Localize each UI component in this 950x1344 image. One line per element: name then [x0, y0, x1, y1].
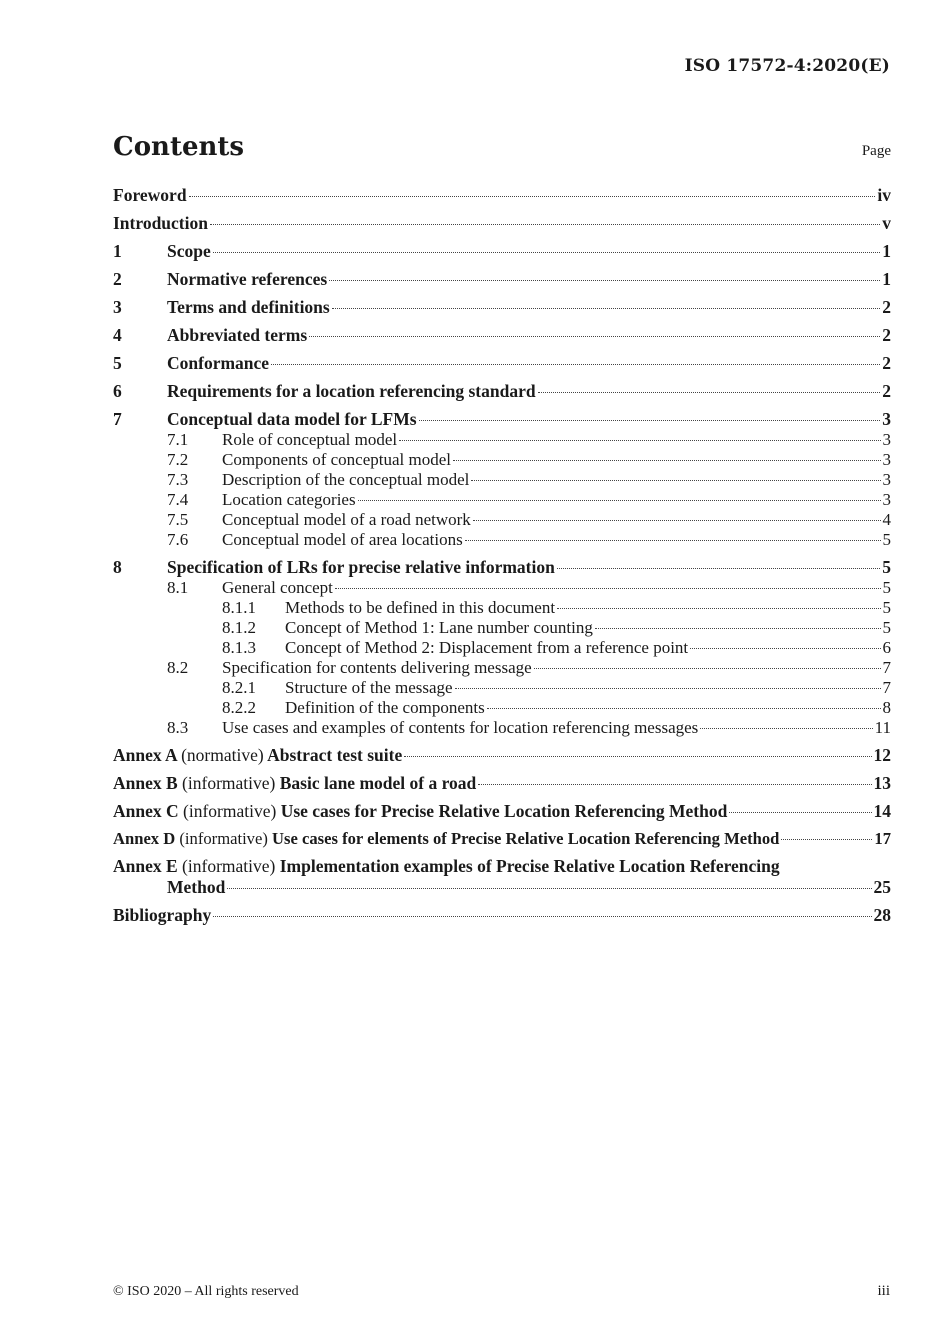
toc-entry-bibliography[interactable]	[113, 905, 891, 926]
toc-page: 6	[882, 638, 891, 657]
toc-page: 2	[882, 297, 891, 317]
toc-entry-annex-d[interactable]	[113, 829, 891, 849]
annex-prefix: Annex D	[113, 829, 176, 848]
toc-entry-8-2[interactable]	[113, 658, 891, 678]
toc-label: Specification for contents delivering message	[222, 658, 532, 677]
annex-kind: (normative)	[181, 745, 264, 765]
toc-entry-8-1-3[interactable]	[113, 638, 891, 658]
toc-number: 7.6	[167, 530, 189, 549]
toc-page: 1	[882, 269, 891, 289]
toc-page: 25	[873, 877, 891, 897]
toc-label: Structure of the message	[285, 678, 453, 697]
annex-title: Basic lane model of a road	[279, 773, 477, 793]
annex-kind: (informative)	[182, 856, 276, 876]
toc-entry-introduction[interactable]	[113, 213, 891, 234]
toc-number: 7	[113, 409, 122, 429]
toc-page: 2	[882, 353, 891, 373]
toc-number: 8.3	[167, 718, 189, 737]
dot-leader	[404, 756, 871, 757]
dot-leader	[309, 336, 880, 337]
dot-leader	[473, 520, 881, 521]
copyright-notice: © ISO 2020 – All rights reserved	[113, 1284, 299, 1299]
toc-entry-7-6[interactable]	[113, 530, 891, 550]
dot-leader	[455, 688, 881, 689]
toc-label: Conceptual data model for LFMs	[167, 409, 417, 429]
dot-leader	[453, 460, 881, 461]
annex-kind: (informative)	[183, 801, 277, 821]
toc-page: v	[882, 213, 891, 233]
toc-label: Conceptual model of a road network	[222, 510, 471, 529]
toc-label: Location categories	[222, 490, 356, 509]
toc-page: 1	[882, 241, 891, 261]
toc-number: 1	[113, 241, 122, 261]
toc-entry-annex-e[interactable]	[113, 856, 891, 898]
toc-label	[113, 745, 402, 766]
dot-leader	[487, 708, 881, 709]
annex-e-line-1	[113, 856, 891, 877]
toc-label: Terms and definitions	[167, 297, 330, 317]
toc-entry-8-3[interactable]	[113, 718, 891, 738]
toc-label: Conformance	[167, 353, 270, 373]
toc-page: 12	[873, 745, 891, 765]
toc-entry-annex-c[interactable]	[113, 801, 891, 822]
toc-page: 2	[882, 325, 891, 345]
dot-leader	[478, 784, 871, 785]
toc-page: 2	[882, 381, 891, 401]
toc-number: 8.2	[167, 658, 189, 677]
toc-number: 7.3	[167, 470, 189, 489]
toc-label: Concept of Method 1: Lane number counting	[285, 618, 593, 637]
toc-number: 8.1.2	[222, 618, 256, 637]
toc-entry-normative-references[interactable]	[113, 269, 891, 290]
dot-leader	[358, 500, 881, 501]
annex-title: Abstract test suite	[267, 745, 403, 765]
page-number: iii	[877, 1283, 890, 1299]
page-column-label: Page	[861, 143, 891, 159]
toc-number: 3	[113, 297, 122, 317]
toc-entry-conformance[interactable]	[113, 353, 891, 374]
toc-number: 8.2.2	[222, 698, 256, 717]
toc-page: 3	[882, 490, 891, 509]
dot-leader	[557, 568, 880, 569]
document-identifier: ISO 17572-4:2020(E)	[684, 56, 890, 76]
toc-page: 28	[873, 905, 891, 925]
annex-title: Implementation examples of Precise Relative Location Referencing	[279, 856, 780, 876]
toc-entry-8-1-2[interactable]	[113, 618, 891, 638]
toc-entry-scope[interactable]	[113, 241, 891, 262]
toc-number: 7.4	[167, 490, 189, 509]
toc-number: 8.1	[167, 578, 189, 597]
annex-prefix: Annex C	[113, 801, 179, 821]
toc-page: 5	[882, 557, 891, 577]
toc-entry-annex-b[interactable]	[113, 773, 891, 794]
dot-leader	[471, 480, 880, 481]
toc-page: 3	[882, 450, 891, 469]
dot-leader	[335, 588, 881, 589]
toc-page: 7	[882, 658, 891, 677]
toc-label: Methods to be defined in this document	[285, 598, 556, 617]
toc-page: 5	[882, 530, 891, 549]
toc-number: 7.2	[167, 450, 189, 469]
annex-prefix: Annex B	[113, 773, 178, 793]
annex-title: Use cases for Precise Relative Location Referencing Method	[280, 801, 728, 821]
annex-prefix: Annex E	[113, 856, 178, 876]
toc-entry-7-2[interactable]	[113, 450, 891, 470]
annex-kind: (informative)	[182, 773, 276, 793]
annex-prefix: Annex A	[113, 745, 177, 765]
dot-leader	[213, 916, 871, 917]
toc-label: General concept	[222, 578, 333, 597]
dot-leader	[595, 628, 881, 629]
dot-leader	[329, 280, 880, 281]
toc-entry-7-5[interactable]	[113, 510, 891, 530]
dot-leader	[729, 812, 871, 813]
toc-number: 8.1.3	[222, 638, 256, 657]
contents-title: Contents	[113, 132, 245, 162]
toc-label: Use cases and examples of contents for location referencing messages	[222, 718, 699, 737]
dot-leader	[419, 420, 881, 421]
toc-number: 7.5	[167, 510, 189, 529]
toc-entry-foreword[interactable]	[113, 185, 891, 206]
toc-entry-8-1[interactable]	[113, 578, 891, 598]
toc-label: Description of the conceptual model	[222, 470, 470, 489]
toc-page: 8	[882, 698, 891, 717]
toc-page: 5	[882, 578, 891, 597]
dot-leader	[557, 608, 880, 609]
toc-label: Scope	[167, 241, 211, 261]
dot-leader	[189, 196, 876, 197]
toc-page: 13	[873, 773, 891, 793]
toc-page: 14	[873, 801, 891, 821]
dot-leader	[399, 440, 880, 441]
toc-label: Role of conceptual model	[222, 430, 398, 449]
toc-page: 3	[882, 430, 891, 449]
toc-label: Specification of LRs for precise relative information	[167, 557, 555, 577]
toc-page: 11	[874, 718, 891, 737]
toc-entry-annex-a[interactable]	[113, 745, 891, 766]
table-of-contents	[113, 183, 891, 926]
toc-label: Components of conceptual model	[222, 450, 451, 469]
toc-number: 2	[113, 269, 122, 289]
toc-entry-requirements[interactable]	[113, 381, 891, 402]
toc-entry-7-1[interactable]	[113, 430, 891, 450]
annex-kind: (informative)	[179, 829, 268, 848]
toc-entry-8-1-1[interactable]	[113, 598, 891, 618]
toc-label: Definition of the components	[285, 698, 485, 717]
toc-label: Foreword	[113, 185, 187, 205]
toc-number: 8.2.1	[222, 678, 256, 697]
dot-leader	[690, 648, 880, 649]
toc-entry-8-2-1[interactable]	[113, 678, 891, 698]
toc-number: 5	[113, 353, 122, 373]
dot-leader	[332, 308, 881, 309]
dot-leader	[213, 252, 881, 253]
toc-page: 7	[882, 678, 891, 697]
dot-leader	[538, 392, 881, 393]
annex-title: Use cases for elements of Precise Relative Location Referencing Method	[272, 829, 780, 848]
annex-e-line-2	[113, 877, 891, 898]
toc-label: Requirements for a location referencing standard	[167, 381, 536, 401]
toc-page: 4	[882, 510, 891, 529]
toc-label: Normative references	[167, 269, 328, 289]
toc-page: 3	[882, 409, 891, 429]
toc-label	[113, 801, 727, 822]
toc-page: 5	[882, 618, 891, 637]
toc-entry-abbreviated-terms[interactable]	[113, 325, 891, 346]
annex-title-continued: Method	[167, 877, 226, 897]
toc-label	[113, 829, 779, 849]
toc-entry-specification-of-lrs[interactable]	[113, 557, 891, 578]
toc-label: Bibliography	[113, 905, 212, 925]
toc-page: 3	[882, 470, 891, 489]
toc-number: 7.1	[167, 430, 189, 449]
toc-entry-7-4[interactable]	[113, 490, 891, 510]
dot-leader	[700, 728, 872, 729]
toc-label	[113, 856, 780, 877]
toc-entry-8-2-2[interactable]	[113, 698, 891, 718]
toc-entry-terms-and-definitions[interactable]	[113, 297, 891, 318]
toc-number: 4	[113, 325, 122, 345]
toc-page: 17	[874, 829, 891, 848]
dot-leader	[271, 364, 880, 365]
dot-leader	[227, 888, 871, 889]
toc-page: iv	[877, 185, 891, 205]
toc-label: Conceptual model of area locations	[222, 530, 463, 549]
toc-label: Abbreviated terms	[167, 325, 308, 345]
toc-page: 5	[882, 598, 891, 617]
dot-leader	[781, 839, 872, 840]
toc-label: Introduction	[113, 213, 208, 233]
toc-label	[113, 773, 476, 794]
toc-label: Concept of Method 2: Displacement from a reference point	[285, 638, 689, 657]
contents-heading-row	[113, 132, 891, 162]
toc-number: 8	[113, 557, 122, 577]
toc-number: 8.1.1	[222, 598, 256, 617]
dot-leader	[465, 540, 881, 541]
dot-leader	[534, 668, 881, 669]
toc-entry-7-3[interactable]	[113, 470, 891, 490]
toc-entry-conceptual-data-model[interactable]	[113, 409, 891, 430]
toc-number: 6	[113, 381, 122, 401]
dot-leader	[210, 224, 880, 225]
